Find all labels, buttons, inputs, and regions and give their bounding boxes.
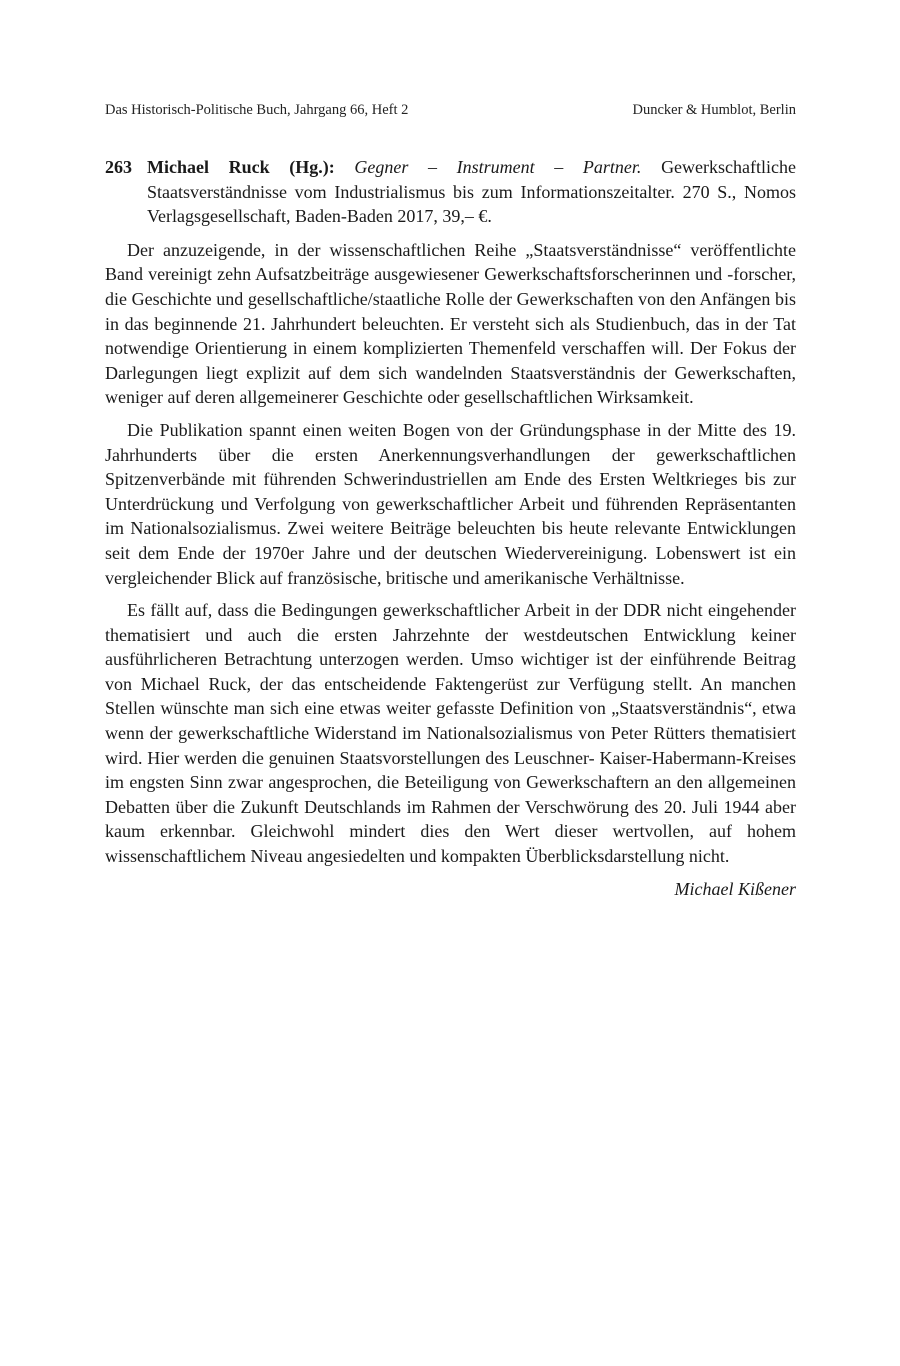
review-body (105, 238, 796, 869)
review-entry (105, 155, 796, 901)
paragraph: Der anzuzeigende, in der wissenschaftlichen Reihe „Staatsverständnisse“ veröffentlichte Band vereinigt zehn Aufsatzbeiträge ausgewiesener Gewerkschaftsforscherinnen und -forscher, die Geschichte und gesellschaftliche/staatliche Rolle der Gewerkschaften von den Anfängen bis in das beginnende 21. Jahrhundert beleuchten. Er versteht sich als Studienbuch, das in der Tat notwendige Orientierung in einem komplizierten Themenfeld verschaffen will. Der Fokus der Darlegungen liegt explizit auf dem sich wandelnden Staatsverständnis der Gewerkschaften, weniger auf deren allgemeinerer Geschichte oder gesellschaftlichen Wirksamkeit. (105, 239, 796, 408)
citation-details: Gewerkschaftliche Staatsverständnisse vom Industrialismus bis zum Informationszeitalter. 270 S., Nomos Verlagsgesellschaft, Baden-Baden 2017, 39,– €. (147, 157, 796, 227)
entry-number: 263 (105, 157, 132, 177)
entry-heading (105, 155, 796, 229)
running-head (105, 100, 796, 120)
paragraph: Es fällt auf, dass die Bedingungen gewerkschaftlicher Arbeit in der DDR nicht eingehender thematisiert und auch die ersten Jahrzehnte der westdeutschen Entwicklung keiner ausführlicheren Betrachtung unterzogen werden. Umso wichtiger ist der einführende Beitrag von Michael Ruck, der das entscheidende Faktengerüst zur Verfügung stellt. An manchen Stellen wünschte man sich eine etwas weiter gefasste Definition von „Staatsverständnis“, etwa wenn der gewerkschaftliche Widerstand im Nationalsozialismus von Peter Rütters thematisiert wird. Hier werden die genuinen Staatsvorstellungen des Leuschner- Kaiser-Habermann-Kreises im engsten Sinn zwar angesprochen, die Beteiligung von Gewerkschaftern an den allgemeinen Debatten über die Zukunft Deutschlands im Rahmen der Verschwörung des 20. Juli 1944 aber kaum erkennbar. Gleichwohl mindert dies den Wert dieser wertvollen, auf hohem wissenschaftlichem Niveau angesiedelten und kompakten Überblicksdarstellung nicht. (105, 600, 796, 867)
publisher: Duncker & Humblot, Berlin (632, 102, 796, 118)
paragraph: Die Publikation spannt einen weiten Bogen von der Gründungsphase in der Mitte des 19. Jahrhunderts über die ersten Anerkennungsverhandlungen der gewerkschaftlichen Spitzenverbände mit führenden Schwerindustriellen am Ende des Ersten Weltkrieges bis zur Unterdrückung und Verfolgung von gewerkschaftlicher Arbeit und führenden Repräsentanten im Nationalsozialismus. Zwei weitere Beiträge beleuchten bis heute relevante Entwicklungen seit dem Ende der 1970er Jahre und der deutschen Wiedervereinigung. Lobenswert ist ein vergleichender Blick auf französische, britische und amerikanische Verhältnisse. (105, 419, 796, 588)
book-title: Gegner – Instrument – Partner. (354, 157, 642, 177)
journal-title: Das Historisch-Politische Buch, Jahrgang 66, Heft 2 (105, 102, 409, 118)
book-citation (147, 155, 796, 229)
book-author: Michael Ruck (Hg.): (147, 157, 335, 177)
reviewer-name: Michael Kißener (674, 878, 796, 899)
